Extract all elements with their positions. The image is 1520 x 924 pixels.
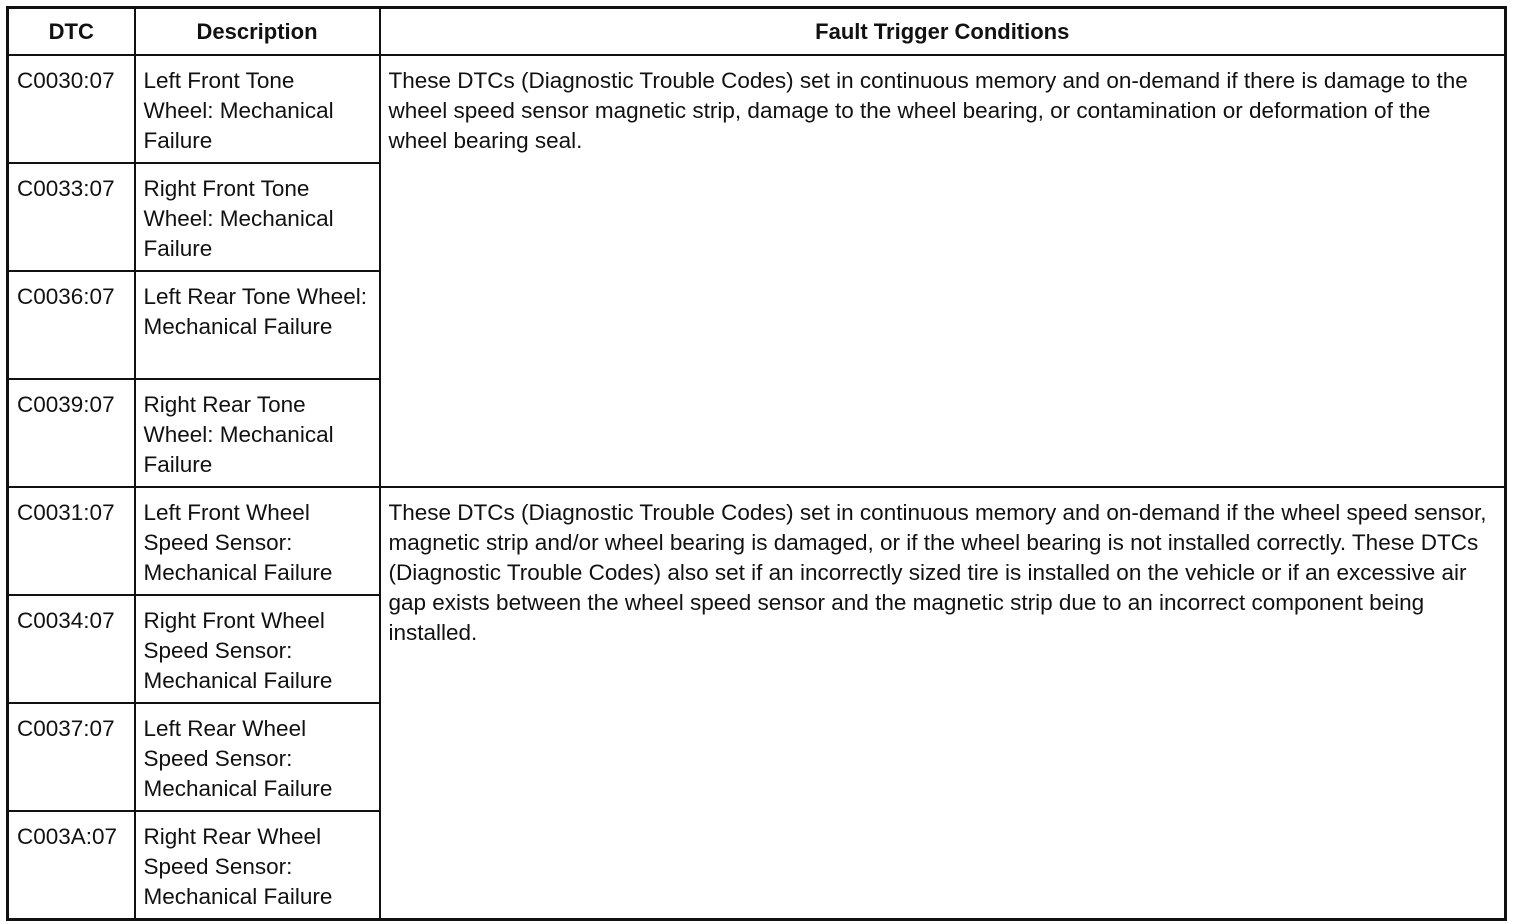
dtc-code: C0034:07 xyxy=(8,595,135,703)
dtc-code: C0036:07 xyxy=(8,271,135,379)
table-header xyxy=(8,8,1506,56)
dtc-code: C0030:07 xyxy=(8,55,135,163)
fault-trigger-conditions: These DTCs (Diagnostic Trouble Codes) set in continuous memory and on-demand if the wheel speed sensor, magnetic strip and/or wheel bearing is damaged, or if the wheel bearing is not installed correctly. These DTCs (Diagnostic Trouble Codes) also set if an incorrectly sized tire is installed on the vehicle or if an excessive air gap exists between the wheel speed sensor and the magnetic strip due to an incorrect component being installed. xyxy=(380,487,1506,919)
dtc-code: C0033:07 xyxy=(8,163,135,271)
fault-trigger-conditions: These DTCs (Diagnostic Trouble Codes) set in continuous memory and on-demand if there is damage to the wheel speed sensor magnetic strip, damage to the wheel bearing, or contamination or deformation of the wheel bearing seal. xyxy=(380,55,1506,487)
dtc-code: C0039:07 xyxy=(8,379,135,487)
dtc-description: Left Rear Wheel Speed Sensor: Mechanical Failure xyxy=(135,703,380,811)
header-row xyxy=(8,8,1506,56)
dtc-description: Left Front Wheel Speed Sensor: Mechanical Failure xyxy=(135,487,380,595)
header-conditions: Fault Trigger Conditions xyxy=(380,8,1506,56)
dtc-description: Right Front Tone Wheel: Mechanical Failure xyxy=(135,163,380,271)
dtc-table xyxy=(6,6,1507,921)
table-body xyxy=(8,55,1506,919)
dtc-description: Right Front Wheel Speed Sensor: Mechanical Failure xyxy=(135,595,380,703)
dtc-code: C003A:07 xyxy=(8,811,135,919)
dtc-description: Right Rear Tone Wheel: Mechanical Failure xyxy=(135,379,380,487)
header-description: Description xyxy=(135,8,380,56)
dtc-description: Left Front Tone Wheel: Mechanical Failure xyxy=(135,55,380,163)
header-dtc: DTC xyxy=(8,8,135,56)
dtc-description: Left Rear Tone Wheel: Mechanical Failure xyxy=(135,271,380,379)
table-row xyxy=(8,55,1506,163)
table-row xyxy=(8,487,1506,595)
dtc-code: C0031:07 xyxy=(8,487,135,595)
dtc-description: Right Rear Wheel Speed Sensor: Mechanical Failure xyxy=(135,811,380,919)
dtc-code: C0037:07 xyxy=(8,703,135,811)
